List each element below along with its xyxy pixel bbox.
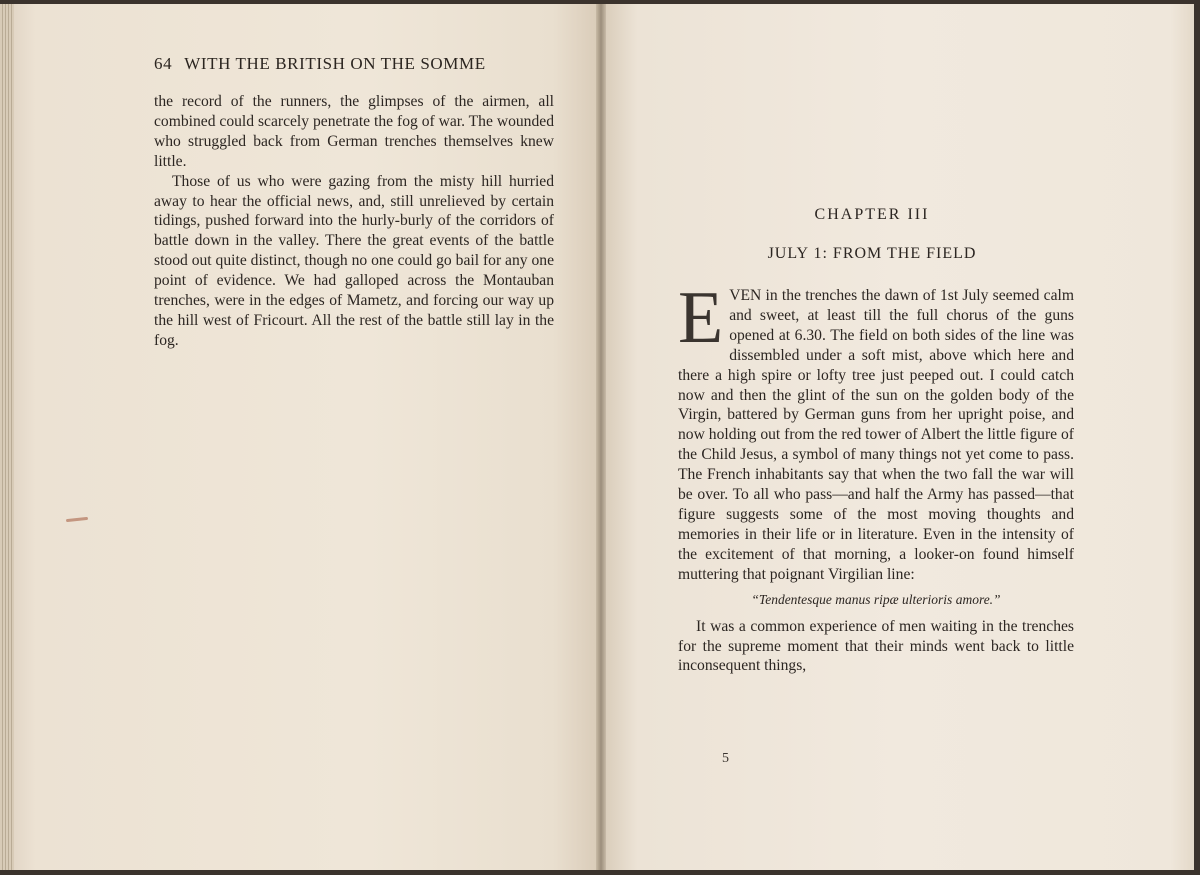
virgil-quote: “Tendentesque manus ripæ ulterioris amore.”: [751, 591, 1001, 607]
page-edges: [0, 4, 14, 870]
chapter-label: CHAPTER III: [814, 206, 930, 223]
folio-number: 5: [722, 751, 729, 766]
right-paragraph-1-text: VEN in the trenches the dawn of 1st July seemed calm and sweet, at least till the full chorus of the guns opened at 6.30. The field on both sides of the line was dissembled under a soft mist, above which here and there a high spire or lofty tree just peeped out. I could catch now and then the glint of the sun on the golden body of the Virgin, battered by German guns from her upright poise, and now holding out from the red tower of Albert the little figure of the Child Jesus, a symbol of many things not yet come to pass. The French inhabitants say that when the two fall the war will be over. To all who pass—and half the Army has passed—that figure suggests some of the most moving thoughts and memories in their life or in literature. Even in the intensity of the excitement of that morning, a looker-on found himself muttering that poignant Virgilian line:: [678, 287, 1074, 583]
page-number: 64: [154, 54, 173, 73]
running-head: [154, 54, 554, 74]
right-paragraph-1: [678, 277, 1074, 585]
left-body-text: [154, 92, 554, 351]
drop-cap: E: [678, 277, 724, 359]
left-paragraph-1: the record of the runners, the glimpses of the airmen, all combined could scarcely penetrate the fog of war. The wounded who struggled back from German trenches themselves knew little.: [154, 93, 554, 170]
left-paragraph-2: Those of us who were gazing from the misty hill hurried away to hear the official news, and, still unrelieved by certain tidings, pushed forward into the hurly-burly of the corridors of battle down in the valley. There the great events of the battle stood out quite distinct, though no one could go bail for any one point of evidence. We had galloped across the Montauban trenches, were in the edges of Mametz, and forcing our way up the hill west of Fricourt. All the rest of the battle still lay in the fog.: [154, 172, 554, 349]
right-paragraph-2: It was a common experience of men waiting in the trenches for the supreme moment that their minds went back to little inconsequent things,: [678, 617, 1074, 675]
chapter-title: JULY 1: FROM THE FIELD: [767, 245, 977, 262]
book-gutter: [596, 4, 606, 870]
right-body-text: [678, 277, 1074, 676]
running-head-title: WITH THE BRITISH ON THE SOMME: [184, 54, 486, 73]
